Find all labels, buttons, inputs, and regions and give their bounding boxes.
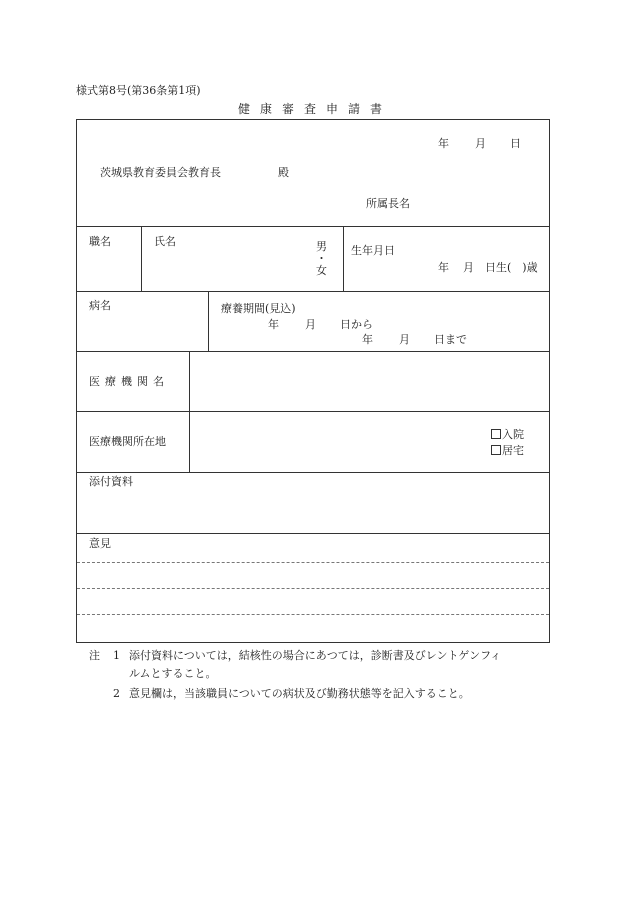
period-from-day: 日から bbox=[340, 318, 373, 331]
note-2-number: 2 bbox=[113, 687, 120, 700]
form-reference: 様式第8号(第36条第1項) bbox=[76, 84, 201, 97]
period-to-day: 日まで bbox=[434, 333, 467, 346]
medical-institution-name-label: 医療機関名 bbox=[89, 375, 169, 388]
dob-year-label: 年 bbox=[438, 261, 449, 274]
date-year-label: 年 bbox=[438, 137, 449, 150]
position-label: 職名 bbox=[89, 235, 111, 248]
period-to-month: 月 bbox=[399, 333, 410, 346]
notes-label: 注 bbox=[89, 649, 100, 662]
name-label: 氏名 bbox=[154, 235, 176, 248]
form-title: 健康審査申請書 bbox=[238, 102, 393, 116]
date-month-label: 月 bbox=[475, 137, 486, 150]
home-label: 居宅 bbox=[502, 444, 524, 457]
honorific: 殿 bbox=[278, 166, 289, 179]
inpatient-checkbox[interactable] bbox=[491, 429, 524, 440]
sex-separator: ・ bbox=[316, 252, 327, 265]
period-from-month: 月 bbox=[305, 318, 316, 331]
attachments-label: 添付資料 bbox=[89, 475, 133, 488]
dob-month-label: 月 bbox=[463, 261, 474, 274]
sex-male-option[interactable]: 男 bbox=[316, 240, 327, 253]
head-of-office-label: 所属長名 bbox=[366, 197, 410, 210]
period-to-year: 年 bbox=[362, 333, 373, 346]
disease-label: 病名 bbox=[89, 299, 111, 312]
sex-female-option[interactable]: 女 bbox=[316, 264, 327, 277]
addressee: 茨城県教育委員会教育長 bbox=[100, 166, 221, 179]
note-1-text-cont: ルムとすること。 bbox=[129, 667, 217, 680]
dob-day-age-label: 日生( )歳 bbox=[485, 261, 538, 274]
checkbox-icon[interactable] bbox=[491, 445, 501, 455]
inpatient-label: 入院 bbox=[502, 428, 524, 441]
opinion-line bbox=[77, 562, 549, 563]
opinion-label: 意見 bbox=[89, 537, 111, 550]
medical-institution-address-label: 医療機関所在地 bbox=[89, 435, 166, 448]
date-day-label: 日 bbox=[510, 137, 521, 150]
date-of-birth-label: 生年月日 bbox=[351, 244, 395, 257]
treatment-period-label: 療養期間(見込) bbox=[221, 302, 296, 315]
home-checkbox[interactable] bbox=[491, 445, 524, 456]
opinion-line bbox=[77, 614, 549, 615]
checkbox-icon[interactable] bbox=[491, 429, 501, 439]
period-from-year: 年 bbox=[268, 318, 279, 331]
opinion-line bbox=[77, 588, 549, 589]
note-2-text: 意見欄は，当該職員についての病状及び勤務状態等を記入すること。 bbox=[129, 687, 470, 700]
note-1-number: 1 bbox=[113, 649, 120, 662]
note-1-text: 添付資料については，結核性の場合にあつては，診断書及びレントゲンフィ bbox=[129, 649, 502, 662]
